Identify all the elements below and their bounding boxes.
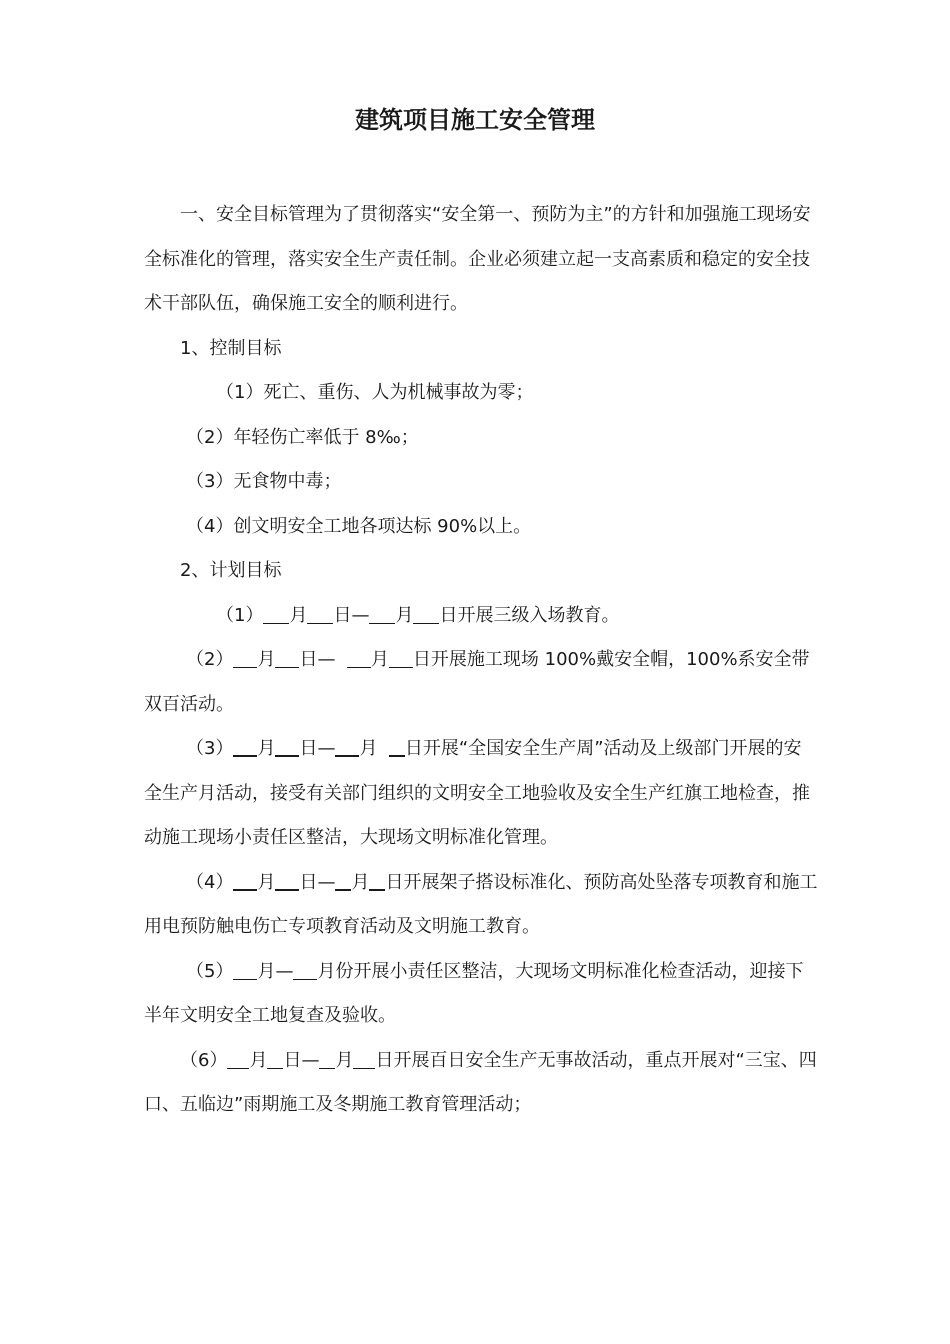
control-item-3: （3）无食物中毒；: [186, 471, 342, 492]
date-blank: [293, 961, 317, 980]
date-blank: [275, 649, 299, 668]
plan-item-6-number: （6）: [180, 1049, 228, 1071]
date-blank: [307, 605, 333, 624]
plan-item-3: （3） 月 日— 月 日开展“全国安全生产周”活动及上级部门开展的安全生产月活动，接受有关部门组织的文明安全工地验收及安全生产红旗工地检查，推动施工现场小责任区整洁，大现场文明标准化管理。: [144, 738, 810, 848]
plan-item-1: （1） 月 日— 月 日开展三级入场教育。: [216, 604, 620, 626]
date-blank: [369, 871, 385, 891]
date-blank: [389, 649, 413, 668]
section-heading-plan: 2、计划目标: [180, 560, 282, 581]
date-blank: [267, 1050, 283, 1069]
date-blank: [227, 1050, 249, 1069]
control-item-4: （4）创文明安全工地各项达标 90%以上。: [186, 515, 532, 537]
date-blank: [233, 961, 257, 980]
date-blank: [319, 1050, 335, 1069]
intro-paragraph: 一、安全目标管理为了贯彻落实“安全第一、预防为主”的方针和加强施工现场安全标准化的管理，落实安全生产责任制。企业必须建立起一支高素质和稳定的安全技术干部队伍，确保施工安全的顺利进行。: [144, 204, 811, 314]
document-body: [144, 193, 818, 1128]
document-title: 建筑项目施工安全管理: [355, 106, 595, 134]
date-blank: [413, 605, 439, 624]
date-blank: [233, 871, 257, 891]
date-blank: [263, 605, 289, 624]
date-blank: [233, 649, 257, 668]
plan-item-5-number: （5）: [186, 960, 234, 982]
date-blank: [347, 649, 371, 668]
date-blank: [335, 871, 351, 891]
control-item-2: （2）年轻伤亡率低于 8‰；: [186, 426, 419, 448]
plan-item-6: （6） 月 日— 月 日开展百日安全生产无事故活动，重点开展对“三宝、四口、五临边”雨期施工及冬期施工教育管理活动；: [144, 1049, 817, 1115]
date-blank: [275, 737, 299, 757]
date-blank: [335, 737, 359, 757]
date-blank: [369, 605, 395, 624]
plan-item-2-number: （2）: [186, 649, 234, 670]
date-blank: [275, 871, 299, 891]
plan-item-2: （2） 月 日— 月 日开展施工现场 100%戴安全帽，100%系安全带双百活动。: [144, 649, 810, 715]
plan-item-5: （5） 月— 月份开展小责任区整洁，大现场文明标准化检查活动，迎接下半年文明安全工地复查及验收。: [144, 960, 804, 1026]
date-blank: [353, 1050, 375, 1069]
date-blank: [233, 737, 257, 757]
plan-item-4-number: （4）: [186, 871, 234, 893]
control-item-1: （1）死亡、重伤、人为机械事故为零；: [216, 382, 534, 403]
plan-item-4: （4） 月 日— 月 日开展架子搭设标准化、预防高处坠落专项教育和施工用电预防触电伤亡专项教育活动及文明施工教育。: [144, 871, 818, 937]
date-blank: [389, 737, 405, 757]
section-heading-control: 1、控制目标: [180, 337, 282, 359]
plan-item-1-number: （1）: [216, 604, 264, 626]
plan-item-3-number: （3）: [186, 738, 234, 759]
